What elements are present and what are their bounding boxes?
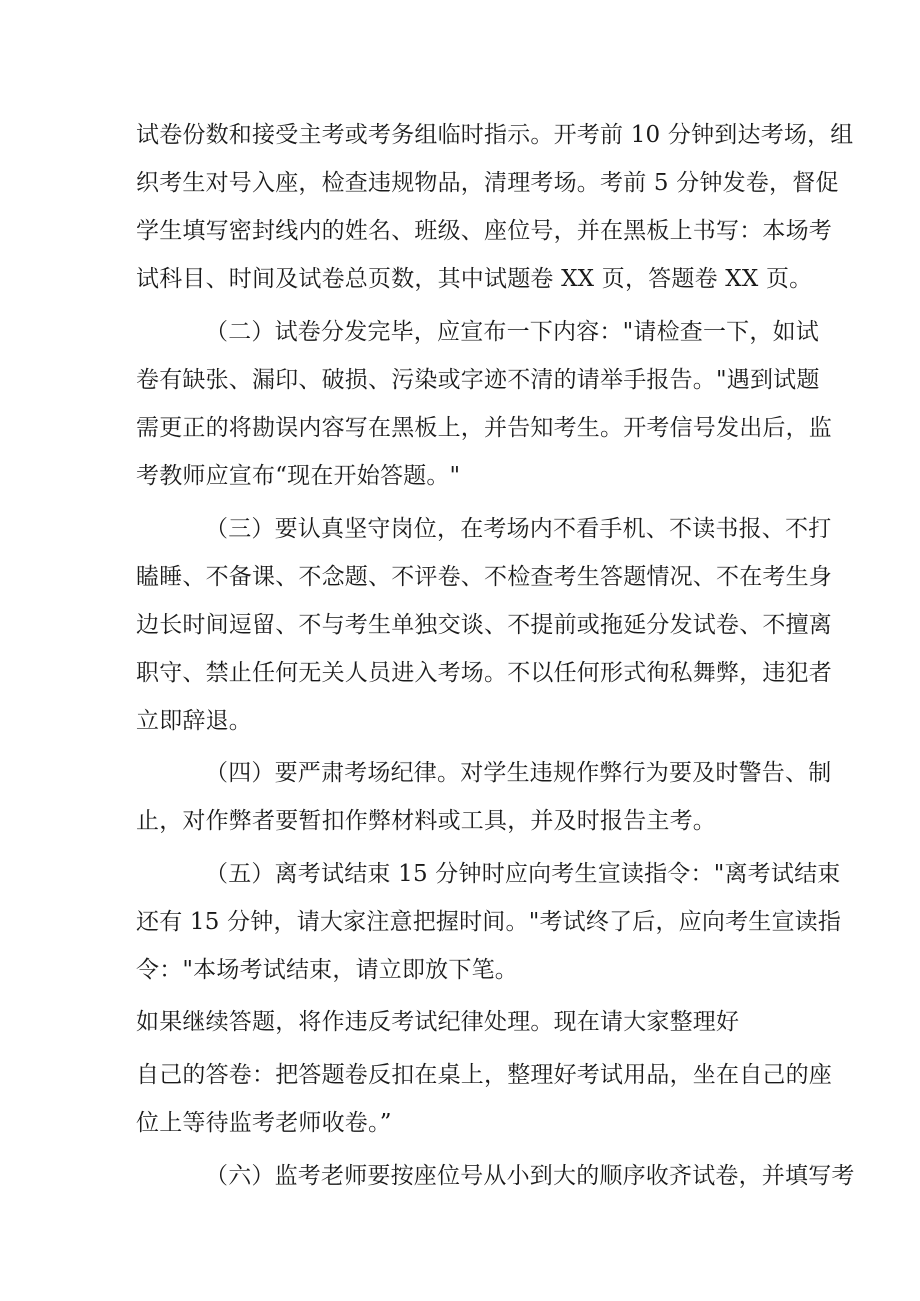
body-line: 止，对作弊者要暂扣作弊材料或工具，并及时报告主考。 [136, 808, 716, 834]
paragraph-5-start: （五）离考试结束 15 分钟时应向考生宣读指令："离考试结束 [205, 861, 841, 887]
body-line: 边长时间逗留、不与考生单独交谈、不提前或拖延分发试卷、不擅离 [136, 612, 832, 638]
body-line: 位上等待监考老师收卷。” [136, 1110, 392, 1136]
paragraph-4-start: （四）要严肃考场纪律。对学生违规作弊行为要及时警告、制 [205, 760, 832, 786]
body-line: 职守、禁止任何无关人员进入考场。不以任何形式徇私舞弊，违犯者 [136, 660, 832, 686]
body-line: 令："本场考试结束，请立即放下笔。 [136, 957, 518, 983]
body-line: 考教师应宣布“现在开始答题。" [136, 463, 461, 489]
body-line: 卷有缺张、漏印、破损、污染或字迹不清的请举手报告。"遇到试题 [136, 367, 820, 393]
body-line: 需更正的将勘误内容写在黑板上，并告知考生。开考信号发出后，监 [136, 415, 832, 441]
body-line: 立即辞退。 [136, 708, 252, 734]
body-line: 还有 15 分钟，请大家注意把握时间。"考试终了后，应向考生宣读指 [136, 909, 842, 935]
body-line: 如果继续答题，将作违反考试纪律处理。现在请大家整理好 [136, 1009, 740, 1035]
paragraph-3-start: （三）要认真坚守岗位，在考场内不看手机、不读书报、不打 [205, 516, 832, 542]
paragraph-2-start: （二）试卷分发完毕，应宣布一下内容："请检查一下，如试 [205, 319, 819, 345]
body-line: 瞌睡、不备课、不念题、不评卷、不检查考生答题情况、不在考生身 [136, 564, 832, 590]
body-line: 试科目、时间及试卷总页数，其中试题卷 XX 页，答题卷 XX 页。 [136, 266, 813, 292]
body-line: 织考生对号入座，检查违规物品，清理考场。考前 5 分钟发卷，督促 [136, 170, 839, 196]
body-line: 自己的答卷：把答题卷反扣在桌上，整理好考试用品，坐在自己的座 [136, 1062, 832, 1088]
body-line: 学生填写密封线内的姓名、班级、座位号，并在黑板上书写：本场考 [136, 218, 832, 244]
body-line: 试卷份数和接受主考或考务组临时指示。开考前 10 分钟到达考场，组 [136, 122, 854, 148]
paragraph-6-start: （六）监考老师要按座位号从小到大的顺序收齐试卷，并填写考 [205, 1163, 855, 1189]
